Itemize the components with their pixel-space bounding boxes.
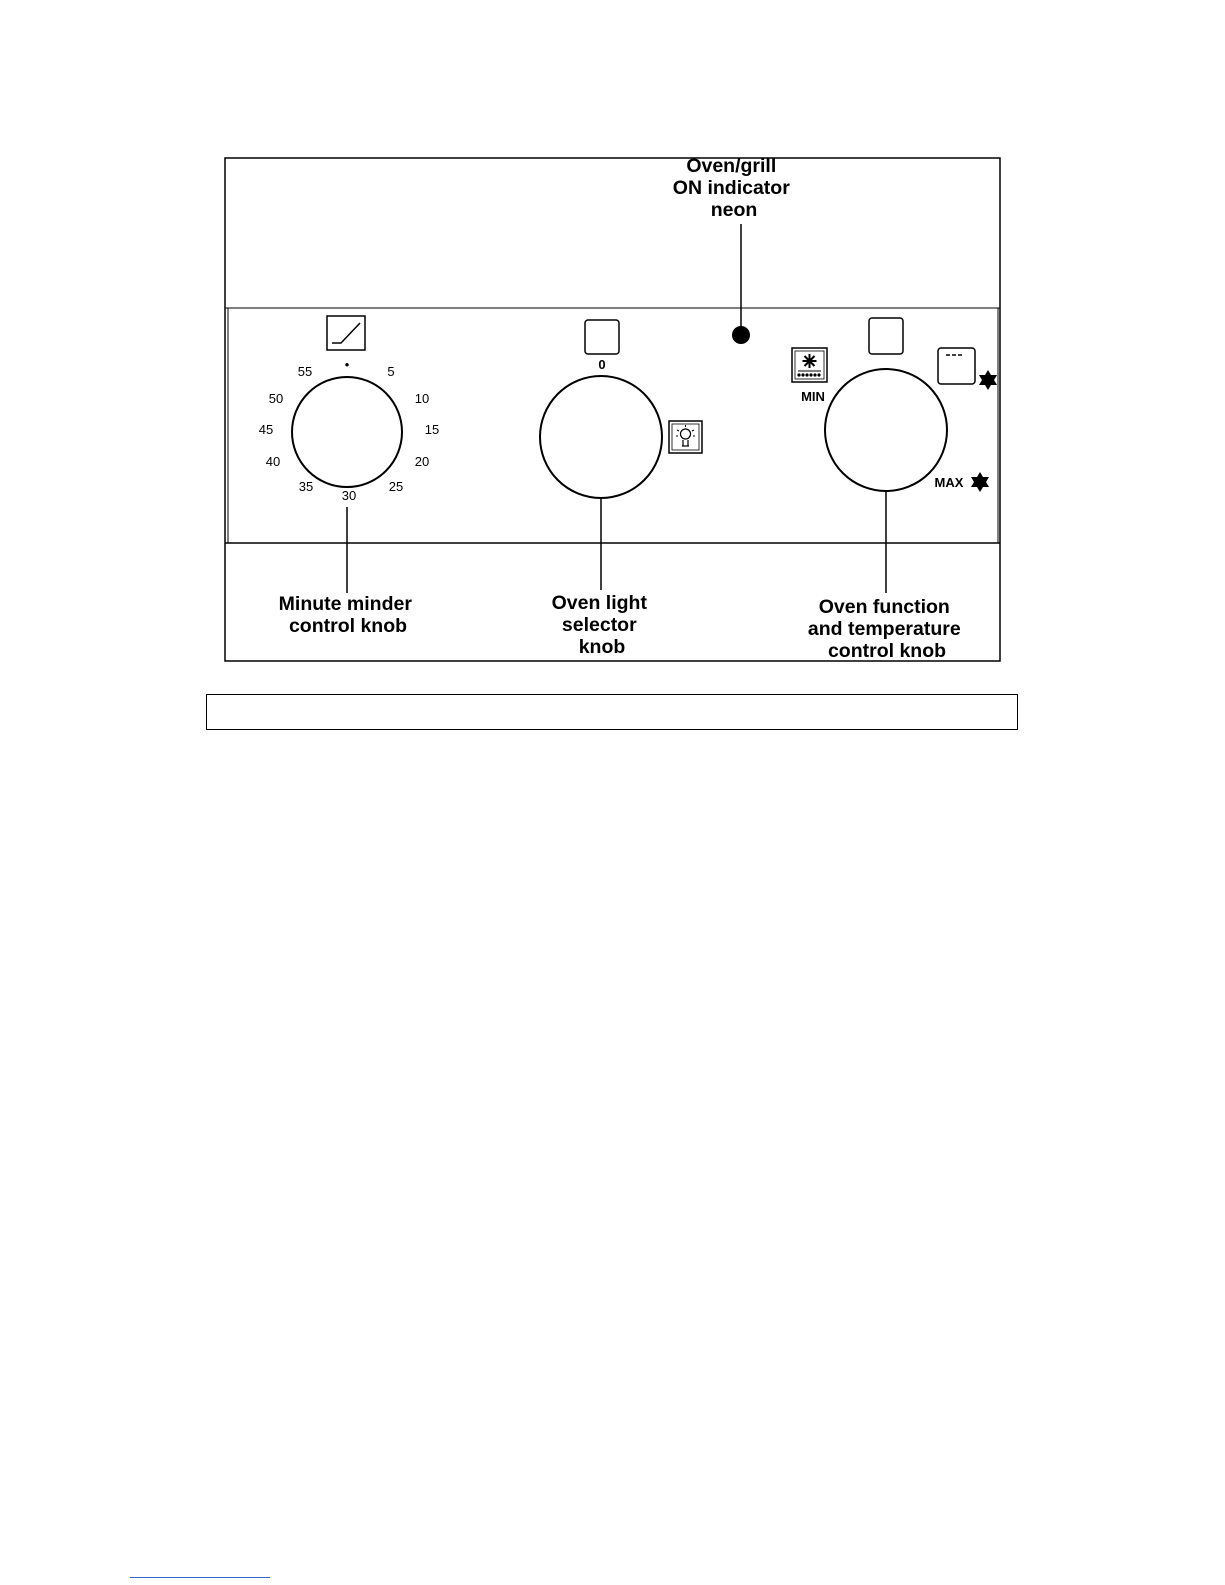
minute-mark: 55: [297, 364, 313, 379]
minute-mark: 35: [298, 479, 314, 494]
oven-light-label: Oven light selector knob: [551, 592, 647, 658]
minute-mark: 25: [388, 479, 404, 494]
minute-mark: 30: [341, 488, 357, 503]
star-icon: [971, 472, 989, 492]
light-zero-label: 0: [598, 357, 606, 372]
minute-mark: 5: [387, 364, 395, 379]
minute-zero-marker: •: [344, 357, 350, 372]
blank-square-icon: [869, 318, 903, 354]
minute-minder-knob[interactable]: [292, 377, 402, 487]
timer-ramp-icon: [327, 316, 365, 350]
minute-mark: 45: [258, 422, 274, 437]
minute-mark: 10: [414, 391, 430, 406]
max-label: MAX: [934, 475, 964, 490]
minute-mark: 15: [424, 422, 440, 437]
minute-mark: 50: [268, 391, 284, 406]
grill-icon: [938, 348, 975, 384]
oven-function-label: Oven function and temperature control knob: [807, 596, 961, 662]
oven-light-knob[interactable]: [540, 376, 662, 498]
oven-function-knob[interactable]: [825, 369, 947, 491]
minute-mark: 20: [414, 454, 430, 469]
footer-link-rule: [130, 1577, 270, 1578]
neon-label: Oven/grill ON indicator neon: [672, 155, 790, 221]
fan-oven-icon: [792, 348, 827, 382]
blank-square-icon: [585, 320, 619, 354]
minute-minder-label: Minute minder control knob: [278, 593, 412, 637]
caption-box: [206, 694, 1018, 730]
control-panel-diagram: [0, 0, 1225, 760]
minute-mark: 40: [265, 454, 281, 469]
light-bulb-icon: [669, 421, 702, 453]
indicator-neon: [732, 326, 750, 344]
min-label: MIN: [801, 389, 825, 404]
star-icon: [979, 370, 997, 390]
